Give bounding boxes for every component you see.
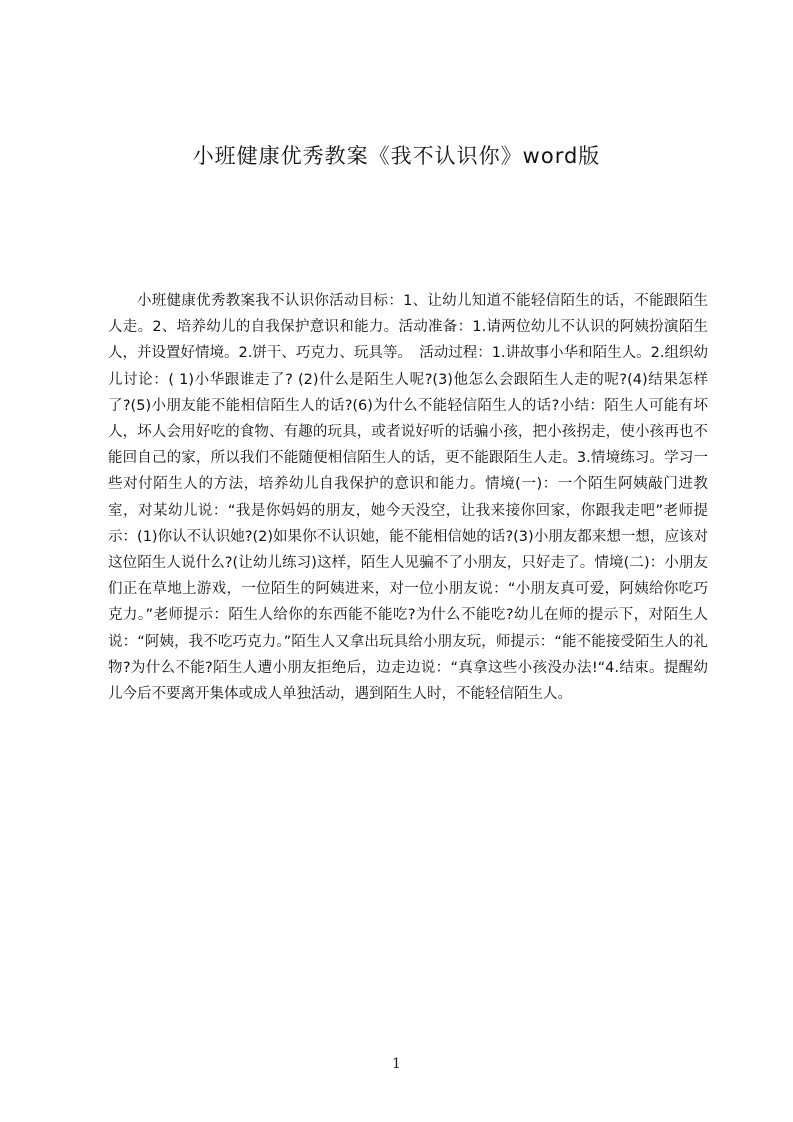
document-title: 小班健康优秀教案《我不认识你》word版 <box>192 144 601 168</box>
document-body-paragraph: 小班健康优秀教案我不认识你活动目标：1、让幼儿知道不能轻信陌生的话，不能跟陌生人走。2、培养幼儿的自我保护意识和能力。活动准备：1.请两位幼儿不认识的阿姨扮演陌生人，并设置好情境。2.饼干、巧克力、玩具等。 活动过程：1.讲故事小华和陌生人。2.组织幼儿讨论：( 1)小华跟谁走了? (2)什么是陌生人呢?(3)他怎么会跟陌生人走的呢?(4)结果怎样了?(5)小朋友能不能相信陌生人的话?(6)为什么不能轻信陌生人的话?小结：陌生人可能有坏人，坏人会用好吃的食物、有趣的玩具，或者说好听的话骗小孩，把小孩拐走，使小孩再也不能回自己的家，所以我们不能随便相信陌生人的话，更不能跟陌生人走。3.情境练习。学习一些对付陌生人的方法，培养幼儿自我保护的意识和能力。情境(一)：一个陌生阿姨敲门进教室，对某幼儿说：“我是你妈妈的朋友，她今天没空，让我来接你回家，你跟我走吧”老师提示：(1)你认不认识她?(2)如果你不认识她，能不能相信她的话?(3)小朋友都来想一想，应该对这位陌生人说什么?(让幼儿练习)这样，陌生人见骗不了小朋友，只好走了。情境(二)：小朋友们正在草地上游戏，一位陌生的阿姨进来，对一位小朋友说：“小朋友真可爱，阿姨给你吃巧克力。”老师提示：陌生人给你的东西能不能吃?为什么不能吃?幼儿在师的提示下，对陌生人说：“阿姨，我不吃巧克力。”陌生人又拿出玩具给小朋友玩，师提示：“能不能接受陌生人的礼物?为什么不能?陌生人遭小朋友拒绝后，边走边说：“真拿这些小孩没办法!“4.结束。提醒幼儿今后不要离开集体或成人单独活动，遇到陌生人时，不能轻信陌生人。 <box>108 293 708 703</box>
page-number: 1 <box>392 1056 401 1072</box>
